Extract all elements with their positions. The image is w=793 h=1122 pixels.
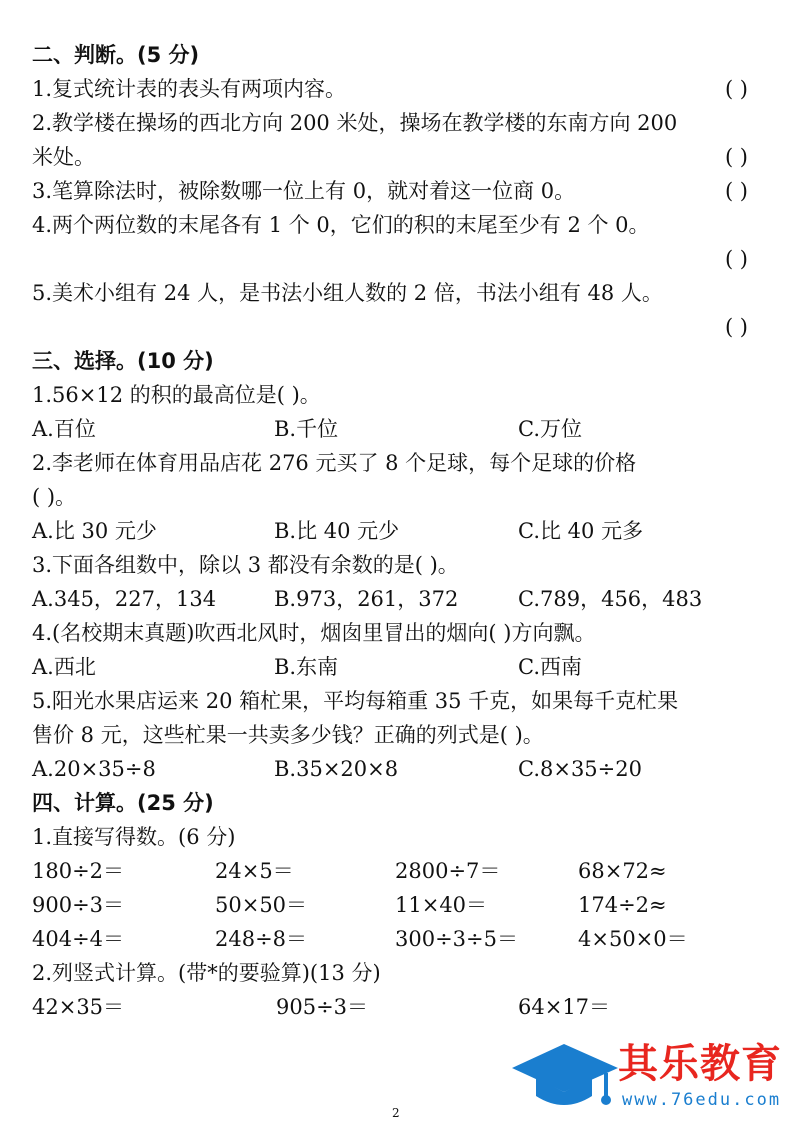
oral-calc-row (32, 854, 762, 888)
judge-q5-blank-line (32, 310, 762, 344)
option-b[interactable]: B.973，261，372 (274, 587, 459, 611)
choice-q4: 4.(名校期末真题)吹西北风时，烟囱里冒出的烟向( )方向飘。 (32, 621, 596, 645)
oral-calc-item: 248÷8＝ (215, 927, 308, 951)
worksheet-page (32, 38, 762, 1024)
page-number: 2 (392, 1106, 400, 1120)
judge-q2-line1: 2.教学楼在操场的西北方向 200 米处，操场在教学楼的东南方向 200 (32, 111, 678, 135)
choice-q5-line2: 售价 8 元，这些杧果一共卖多少钱？正确的列式是( )。 (32, 723, 544, 747)
choice-q2-line1: 2.李老师在体育用品店花 276 元买了 8 个足球，每个足球的价格 (32, 451, 637, 475)
oral-calc-item: 180÷2＝ (32, 859, 125, 883)
option-c[interactable]: C.西南 (518, 655, 582, 679)
judge-q3 (32, 174, 762, 208)
judge-q4-blank-line (32, 242, 762, 276)
option-b[interactable]: B.比 40 元少 (274, 519, 400, 543)
oral-calc-row (32, 922, 762, 956)
choice-q1: 1.56×12 的积的最高位是( )。 (32, 383, 321, 407)
choice-q4-options (32, 650, 762, 684)
answer-blank[interactable]: ( ) (724, 179, 748, 203)
judge-q2-text: 米处。 (32, 145, 95, 169)
graduation-cap-icon (510, 1040, 622, 1118)
calc-sub1-title: 1.直接写得数。(6 分) (32, 825, 236, 849)
option-b[interactable]: B.千位 (274, 417, 339, 441)
option-a[interactable]: A.百位 (32, 417, 96, 441)
choice-q5-line1: 5.阳光水果店运来 20 箱杧果，平均每箱重 35 千克，如果每千克杧果 (32, 689, 679, 713)
option-b[interactable]: B.35×20×8 (274, 757, 399, 781)
option-c[interactable]: C.8×35÷20 (518, 757, 642, 781)
option-c[interactable]: C.789，456，483 (518, 587, 703, 611)
judge-q2-line2 (32, 140, 762, 174)
vertical-calc-row (32, 990, 762, 1024)
judge-q3-text: 3.笔算除法时，被除数哪一位上有 0，就对着这一位商 0。 (32, 179, 576, 203)
option-a[interactable]: A.345，227，134 (32, 587, 217, 611)
choice-q3-options (32, 582, 762, 616)
answer-blank[interactable]: ( ) (724, 77, 748, 101)
answer-blank[interactable]: ( ) (724, 145, 748, 169)
option-a[interactable]: A.西北 (32, 655, 96, 679)
oral-calc-item: 900÷3＝ (32, 893, 125, 917)
option-c[interactable]: C.万位 (518, 417, 582, 441)
choice-q3: 3.下面各组数中，除以 3 都没有余数的是( )。 (32, 553, 459, 577)
oral-calc-row (32, 888, 762, 922)
vertical-calc-item: 42×35＝ (32, 995, 125, 1019)
brand-logo (510, 1040, 790, 1118)
answer-blank[interactable]: ( ) (724, 315, 748, 339)
choice-q1-options (32, 412, 762, 446)
choice-q2-line2: ( )。 (32, 485, 77, 509)
oral-calc-item: 404÷4＝ (32, 927, 125, 951)
judge-q5: 5.美术小组有 24 人，是书法小组人数的 2 倍，书法小组有 48 人。 (32, 281, 663, 305)
section-title-choice: 三、选择。(10 分) (32, 349, 214, 373)
option-a[interactable]: A.20×35÷8 (32, 757, 156, 781)
oral-calc-item: 300÷3÷5＝ (395, 927, 518, 951)
vertical-calc-item: 905÷3＝ (276, 995, 369, 1019)
oral-calc-item: 11×40＝ (395, 893, 488, 917)
section-title-calc: 四、计算。(25 分) (32, 791, 214, 815)
oral-calc-item: 24×5＝ (215, 859, 294, 883)
oral-calc-item: 174÷2≈ (578, 893, 667, 917)
brand-name: 其乐教育 (618, 1041, 782, 1087)
section-title-judge: 二、判断。(5 分) (32, 43, 200, 67)
brand-url: www.76edu.com (622, 1090, 782, 1110)
oral-calc-item: 50×50＝ (215, 893, 308, 917)
option-b[interactable]: B.东南 (274, 655, 339, 679)
choice-q5-options (32, 752, 762, 786)
oral-calc-item: 2800÷7＝ (395, 859, 501, 883)
answer-blank[interactable]: ( ) (724, 247, 748, 271)
judge-q1-text: 1.复式统计表的表头有两项内容。 (32, 77, 347, 101)
oral-calc-item: 68×72≈ (578, 859, 667, 883)
calc-sub2-title: 2.列竖式计算。(带*的要验算)(13 分) (32, 961, 381, 985)
judge-q4: 4.两个两位数的末尾各有 1 个 0，它们的积的末尾至少有 2 个 0。 (32, 213, 650, 237)
vertical-calc-item: 64×17＝ (518, 995, 611, 1019)
judge-q1 (32, 72, 762, 106)
option-c[interactable]: C.比 40 元多 (518, 519, 644, 543)
oral-calc-item: 4×50×0＝ (578, 927, 688, 951)
option-a[interactable]: A.比 30 元少 (32, 519, 157, 543)
choice-q2-options (32, 514, 762, 548)
